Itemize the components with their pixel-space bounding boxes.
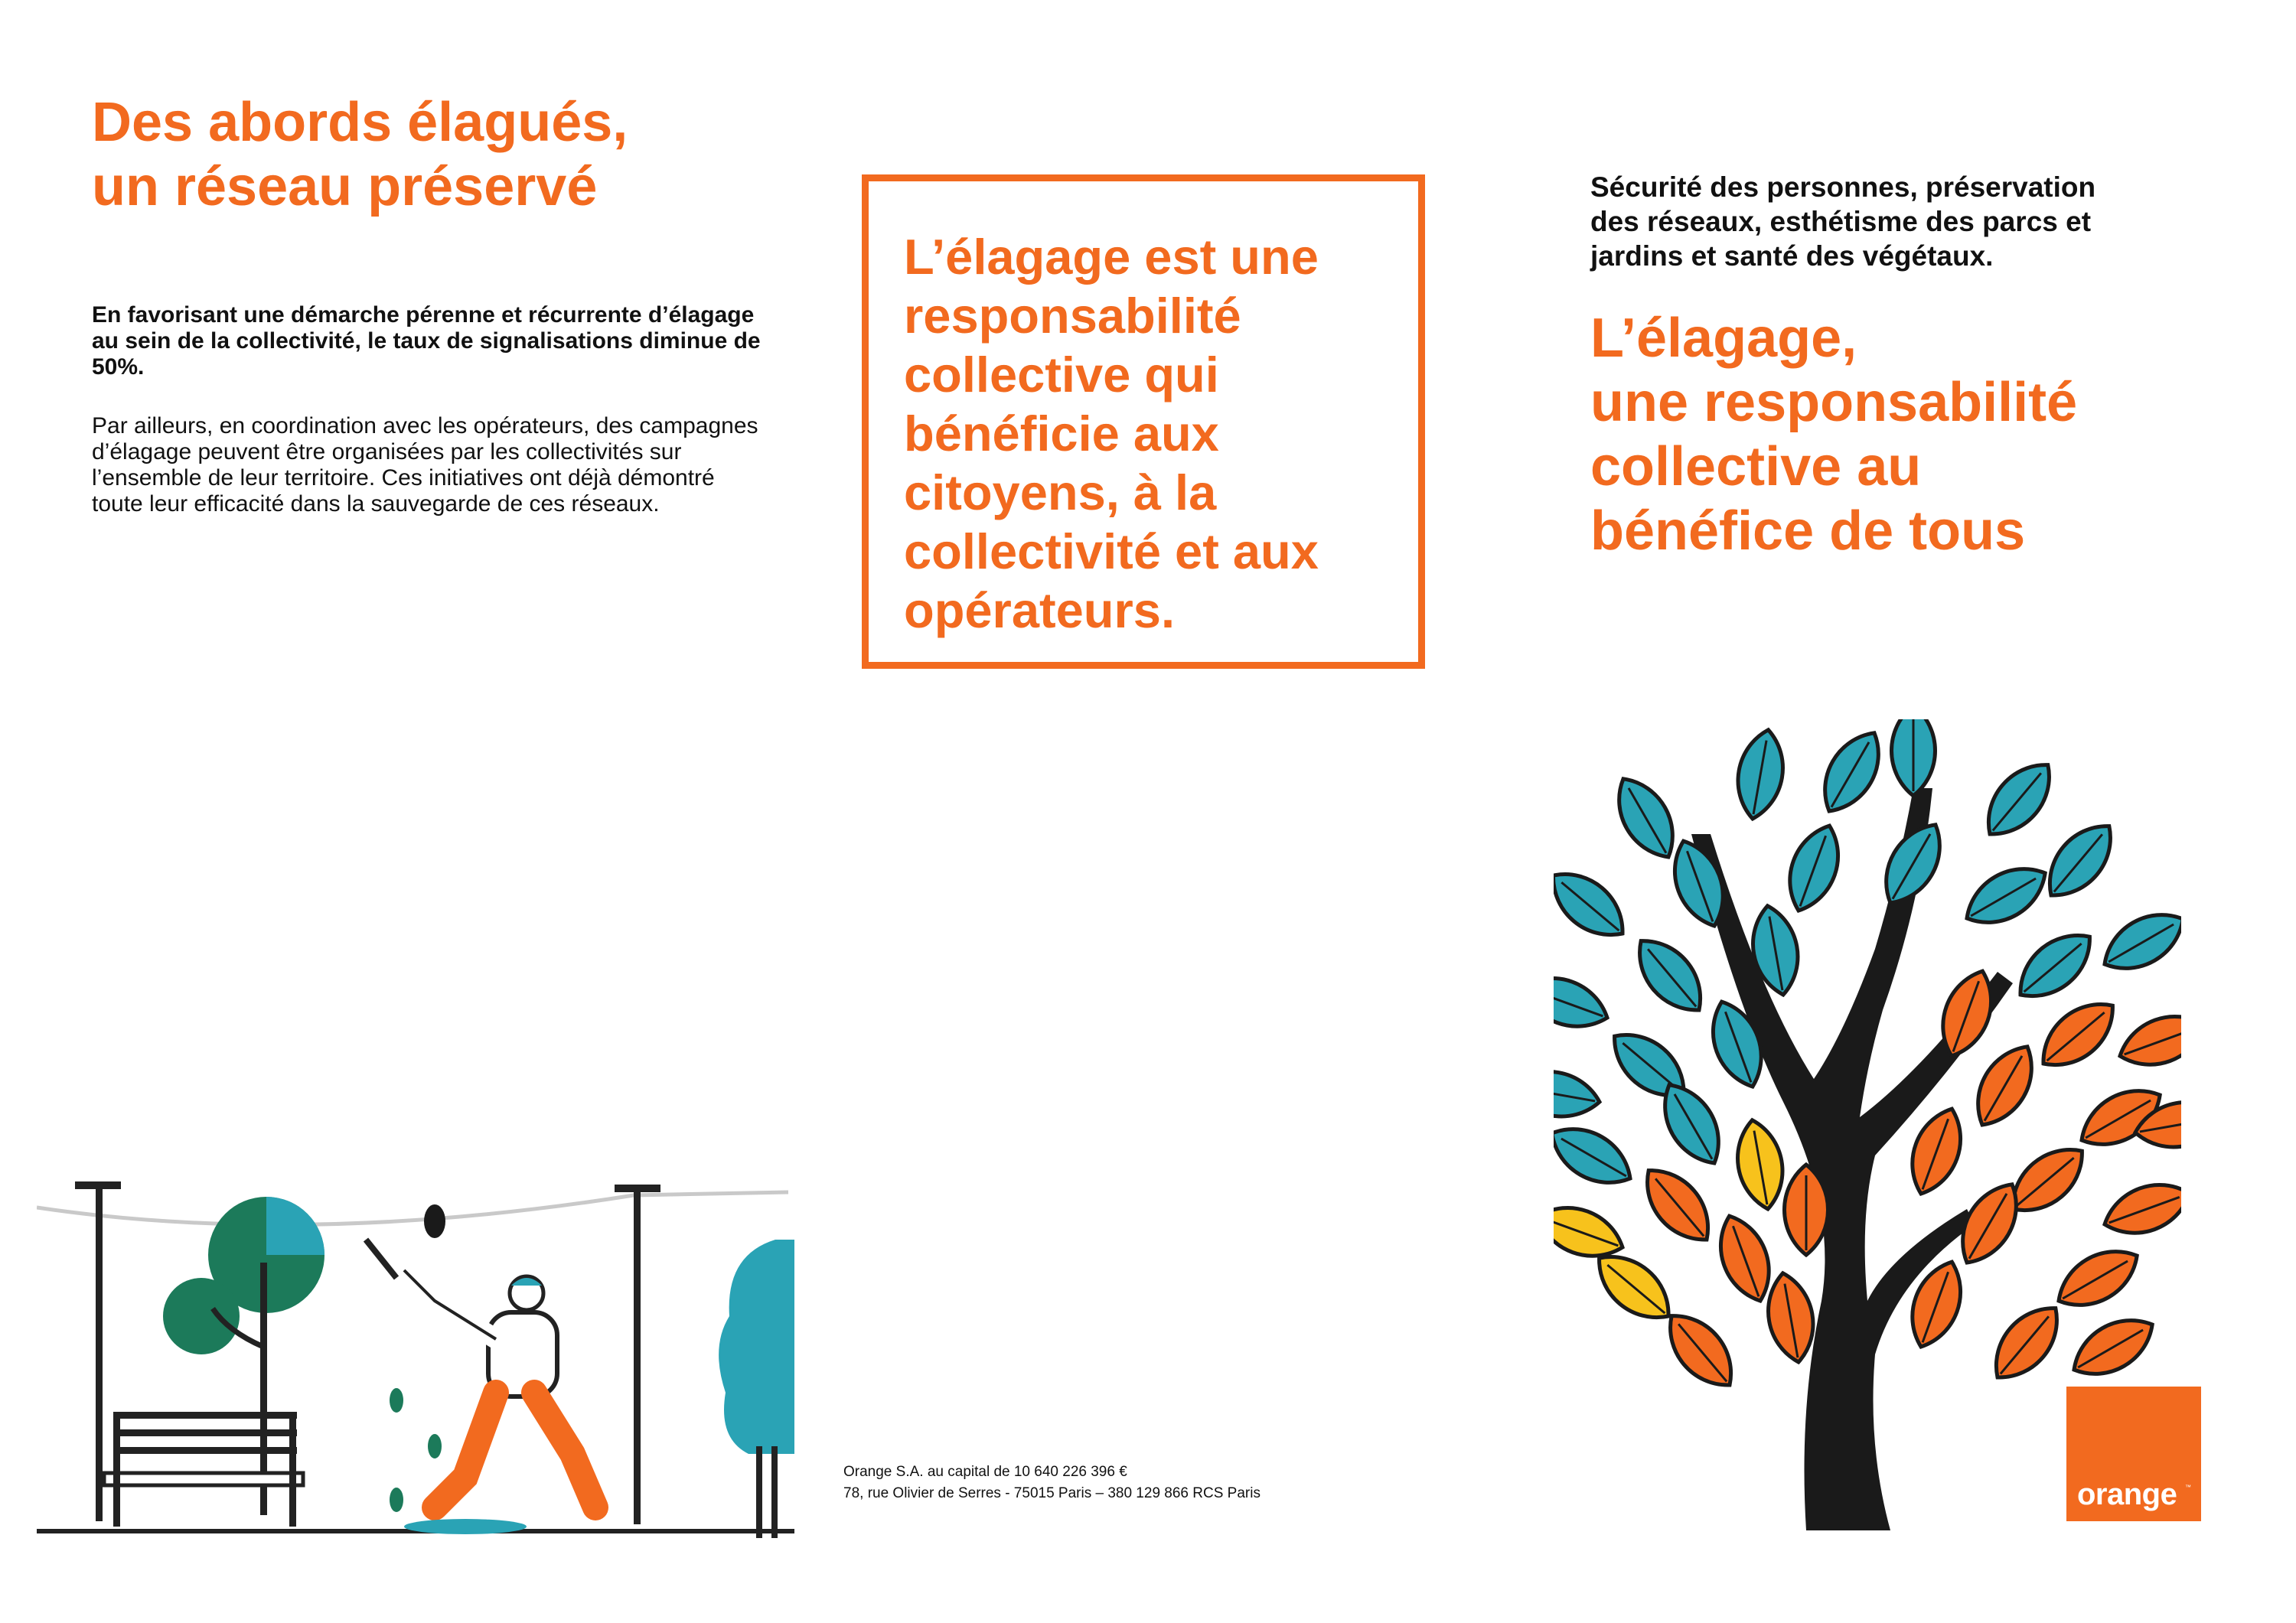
quote-line: opérateurs.: [904, 582, 1176, 638]
right-intro: [1590, 170, 2187, 273]
tree-leaf: [2097, 1173, 2181, 1245]
tree-leaf: [1554, 859, 1636, 950]
tree-leaf: [2112, 1005, 2181, 1077]
worker-pruning-illustration: [37, 1148, 794, 1576]
quote-box: [862, 174, 1425, 669]
right-intro-line: jardins et santé des végétaux.: [1590, 240, 1994, 272]
left-title-line: Des abords élagués,: [92, 92, 628, 153]
orange-logo: [2066, 1387, 2201, 1521]
quote-line: responsabilité: [904, 288, 1241, 344]
utility-pole: [96, 1185, 103, 1521]
utility-pole: [634, 1188, 641, 1524]
right-title-line: L’élagage,: [1590, 308, 1857, 369]
quote-line: L’élagage est une: [904, 229, 1319, 285]
right-intro-line: Sécurité des personnes, préservation: [1590, 171, 2096, 203]
legal-line: 78, rue Olivier de Serres - 75015 Paris – 380 129 866 RCS Paris: [843, 1485, 1261, 1501]
worker: [366, 1240, 595, 1507]
right-title-line: bénéfice de tous: [1590, 500, 2026, 562]
logo-text: orange: [2077, 1478, 2177, 1511]
bird: [424, 1204, 445, 1238]
quote-text: [904, 227, 1409, 640]
right-title-line: collective au: [1590, 436, 1922, 497]
left-title: [92, 90, 781, 219]
quote-line: citoyens, à la: [904, 464, 1217, 520]
legal-notice: [843, 1462, 1379, 1504]
legal-line: Orange S.A. au capital de 10 640 226 396 €: [843, 1464, 1127, 1480]
power-line: [37, 1192, 788, 1225]
tree-leaf: [1554, 1114, 1641, 1197]
right-title: [1590, 306, 2218, 563]
left-body-paragraph: Par ailleurs, en coordination avec les opérateurs, des campagnes d’élagage peuvent être organisées par les collectivités sur l’ensemble de leur territoire. Ces initiatives ont déjà démontré toute leur efficacité dans la sauvegarde de ces réseaux.: [92, 413, 758, 517]
quote-line: collectivité et aux: [904, 523, 1319, 579]
left-title-line: un réseau préservé: [92, 156, 598, 217]
quote-line: collective qui: [904, 347, 1219, 402]
right-title-line: une responsabilité: [1590, 372, 2078, 433]
park-bench: [104, 1412, 303, 1527]
quote-line: bénéficie aux: [904, 406, 1219, 461]
logo-trademark: ™: [2185, 1484, 2191, 1491]
right-intro-line: des réseaux, esthétisme des parcs et: [1590, 206, 2092, 237]
left-intro-paragraph: En favorisant une démarche pérenne et récurrente d’élagage au sein de la collectivité, le taux de signalisations diminue de 50%.: [92, 302, 761, 380]
tree-leaf: [2094, 900, 2181, 983]
